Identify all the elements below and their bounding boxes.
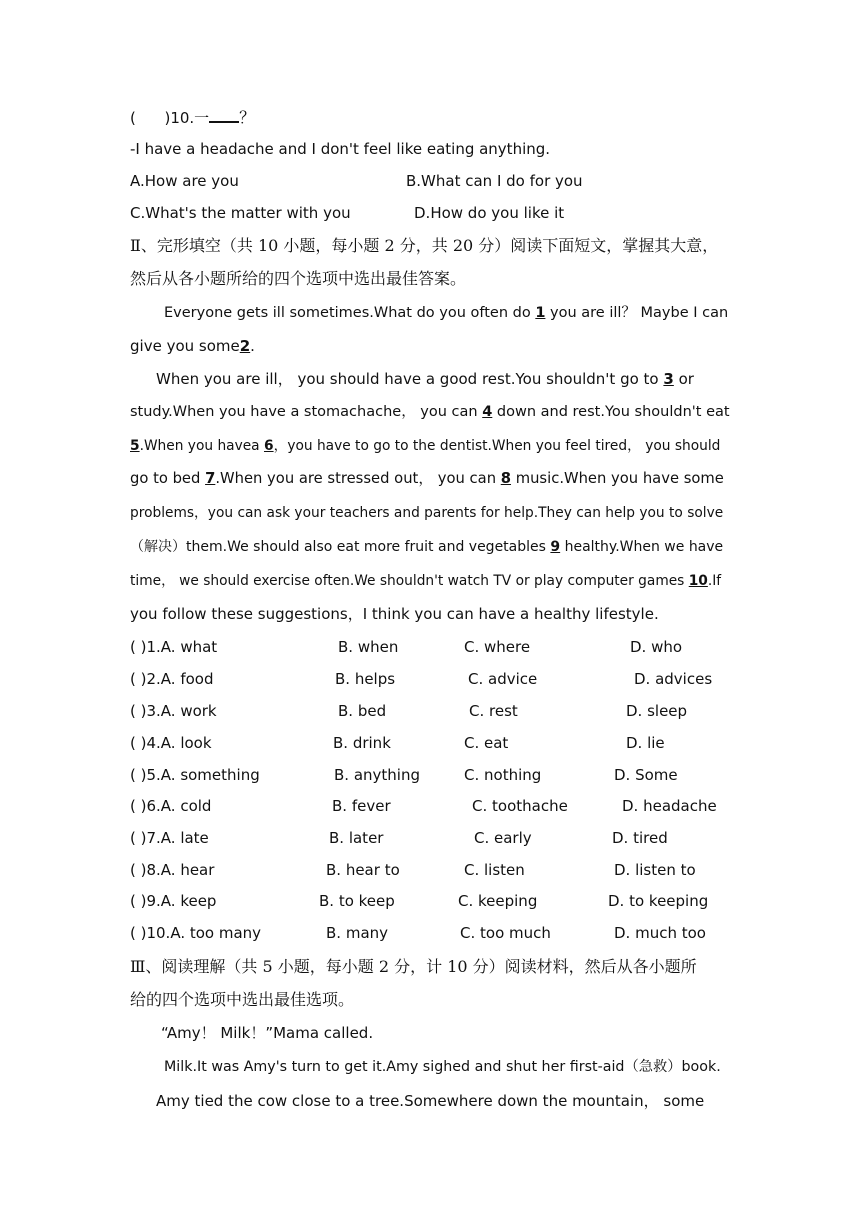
story-line-3: Amy tied the cow close to a tree.Somewhere down the mountain， some	[156, 1092, 705, 1110]
cloze-q5-label: ( )5.A. something	[130, 766, 260, 784]
cloze-q2-label: ( )2.A. food	[130, 670, 214, 688]
blank-number-2: 2	[239, 337, 251, 355]
cloze-q6-label: ( )6.A. cold	[130, 797, 212, 815]
blank-number-1: 1	[535, 305, 546, 321]
passage-text: .When you havea	[139, 438, 264, 454]
passage-line-3	[156, 369, 730, 389]
story-line-1: “Amy！ Milk！”Mama called.	[161, 1024, 374, 1042]
cloze-q9-option-b: B. to keep	[319, 892, 395, 910]
cloze-q1-label: ( )1.A. what	[130, 638, 218, 656]
passage-text: music.When you have some	[511, 470, 724, 487]
cloze-q10-option-d: D. much too	[614, 924, 706, 942]
cloze-q5-option-b: B. anything	[334, 766, 420, 784]
passage-text: （解决）them.We should also eat more fruit and vegetables	[130, 539, 551, 555]
passage-line-10: you follow these suggestions，I think you can have a healthy lifestyle.	[130, 605, 659, 623]
passage-text: .	[250, 337, 255, 355]
q10-prompt	[130, 107, 255, 128]
passage-line-6	[130, 469, 724, 489]
passage-text: down and rest.You shouldn't eat	[492, 404, 730, 420]
answer-blank	[209, 107, 239, 123]
cloze-q4-label: ( )4.A. look	[130, 734, 212, 752]
q10-option-d: D.How do you like it	[414, 204, 565, 222]
cloze-q8-label: ( )8.A. hear	[130, 861, 215, 879]
passage-text: give you some	[130, 337, 240, 355]
cloze-q7-label: ( )7.A. late	[130, 829, 209, 847]
passage-text: go to bed	[130, 470, 206, 487]
q10-option-a: A.How are you	[130, 172, 239, 190]
cloze-q8-option-c: C. listen	[464, 861, 525, 879]
passage-text: study.When you have a stomachache， you can	[130, 404, 483, 420]
cloze-q6-option-b: B. fever	[332, 797, 391, 815]
passage-line-8	[130, 537, 723, 557]
blank-number-5: 5	[130, 438, 140, 454]
passage-line-4	[130, 402, 730, 422]
blank-number-9: 9	[550, 539, 561, 555]
passage-text: you are ill？ Maybe I can	[545, 305, 729, 321]
q10-prefix: ( )10.一	[130, 109, 210, 127]
cloze-q5-option-c: C. nothing	[464, 766, 542, 784]
cloze-q3-option-b: B. bed	[338, 702, 387, 720]
section2-heading-line1: Ⅱ、完形填空（共 10 小题，每小题 2 分，共 20 分）阅读下面短文，掌握其大意，	[130, 236, 719, 255]
blank-number-3: 3	[663, 370, 674, 388]
cloze-q1-option-d: D. who	[630, 638, 683, 656]
passage-line-2	[130, 336, 255, 356]
passage-line-7: problems，you can ask your teachers and parents for help.They can help you to solve	[130, 505, 724, 521]
cloze-q7-option-d: D. tired	[612, 829, 668, 847]
passage-line-5	[130, 436, 720, 456]
cloze-q4-option-d: D. lie	[626, 734, 665, 752]
cloze-q2-option-b: B. helps	[335, 670, 396, 688]
cloze-q10-option-c: C. too much	[460, 924, 551, 942]
cloze-q10-label: ( )10.A. too many	[130, 924, 262, 942]
cloze-q4-option-b: B. drink	[333, 734, 391, 752]
cloze-q2-option-d: D. advices	[634, 670, 713, 688]
cloze-q4-option-c: C. eat	[464, 734, 509, 752]
cloze-q9-option-c: C. keeping	[458, 892, 538, 910]
cloze-q7-option-c: C. early	[474, 829, 532, 847]
passage-text: When you are ill， you should have a good rest.You shouldn't go to	[156, 370, 664, 388]
blank-number-8: 8	[500, 470, 512, 487]
passage-text: or	[673, 370, 694, 388]
cloze-q10-option-b: B. many	[326, 924, 389, 942]
cloze-q8-option-b: B. hear to	[326, 861, 400, 879]
section3-heading-line2: 给的四个选项中选出最佳选项。	[130, 990, 355, 1009]
cloze-q6-option-c: C. toothache	[472, 797, 568, 815]
cloze-q3-option-d: D. sleep	[626, 702, 688, 720]
passage-text: time， we should exercise often.We shouldn't watch TV or play computer games	[130, 573, 689, 589]
cloze-q6-option-d: D. headache	[622, 797, 717, 815]
cloze-q2-option-c: C. advice	[468, 670, 538, 688]
passage-line-9	[130, 571, 721, 591]
cloze-q1-option-b: B. when	[338, 638, 399, 656]
q10-reply: -I have a headache and I don't feel like eating anything.	[130, 140, 551, 158]
q10-suffix: ？	[239, 108, 256, 127]
passage-text: ，you have to go to the dentist.When you feel tired， you should	[273, 438, 721, 454]
q10-option-c: C.What's the matter with you	[130, 204, 351, 222]
passage-text: Everyone gets ill sometimes.What do you often do	[164, 305, 536, 321]
cloze-q9-option-d: D. to keeping	[608, 892, 709, 910]
blank-number-6: 6	[263, 438, 274, 454]
cloze-q3-option-c: C. rest	[469, 702, 518, 720]
blank-number-7: 7	[205, 470, 216, 487]
story-line-2: Milk.It was Amy's turn to get it.Amy sighed and shut her first-aid（急救）book.	[164, 1059, 721, 1075]
cloze-q3-label: ( )3.A. work	[130, 702, 217, 720]
cloze-q7-option-b: B. later	[329, 829, 384, 847]
passage-text: healthy.When we have	[560, 539, 724, 555]
passage-text: .When you are stressed out， you can	[215, 470, 501, 487]
section3-heading-line1: Ⅲ、阅读理解（共 5 小题，每小题 2 分，计 10 分）阅读材料，然后从各小题所	[130, 957, 697, 976]
cloze-q9-label: ( )9.A. keep	[130, 892, 217, 910]
passage-line-1	[164, 303, 728, 323]
q10-option-b: B.What can I do for you	[406, 172, 583, 190]
cloze-q5-option-d: D. Some	[614, 766, 678, 784]
section2-heading-line2: 然后从各小题所给的四个选项中选出最佳答案。	[130, 269, 467, 288]
cloze-q8-option-d: D. listen to	[614, 861, 696, 879]
blank-number-10: 10	[688, 573, 708, 589]
passage-text: .If	[707, 573, 722, 589]
blank-number-4: 4	[482, 404, 493, 420]
cloze-q1-option-c: C. where	[464, 638, 531, 656]
